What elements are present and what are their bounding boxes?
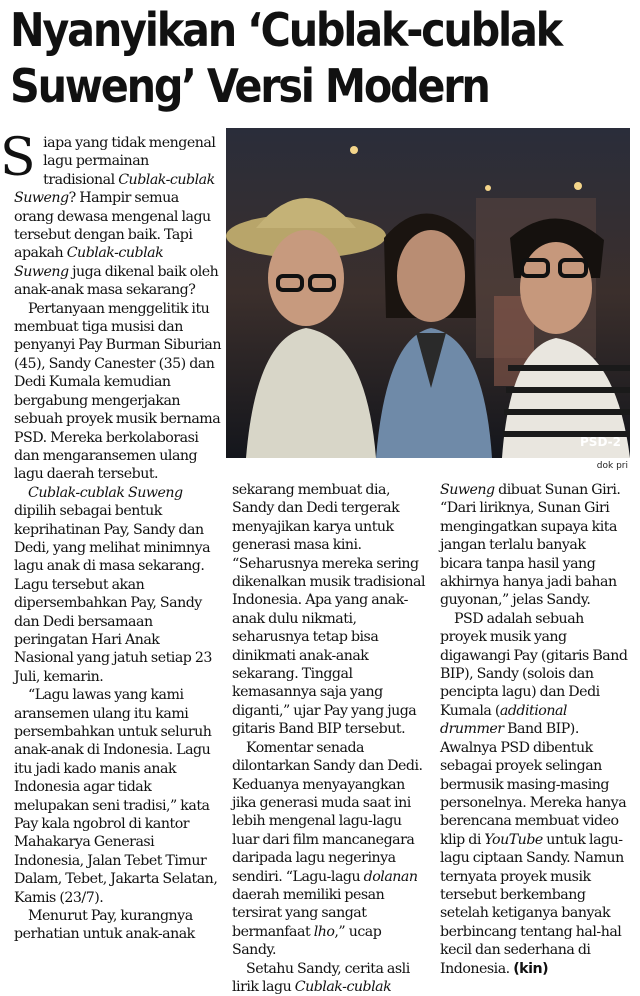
band-photo <box>226 128 630 458</box>
paragraph-9: Suweng dibuat Sunan Giri. “Dari liriknya, Sunan Giri mengingatkan supaya kita jangan terlalu banyak bicara tanpa hasil yang akhirnya hanya jadi bahan guyonan,” jelas Sandy. <box>440 482 621 609</box>
article-column-2 <box>232 481 428 996</box>
article-column-3 <box>440 481 630 978</box>
paragraph-1: Siapa yang tidak mengenal lagu permainan tradisional Cublak-cublak Suweng? Hampir semua orang dewasa mengenal lagu tersebut dengan baik. Tapi apakah Cublak-cublak Suweng juga dikenal baik oleh anak-anak masa sekarang? <box>0 128 219 299</box>
band-photo-illustration <box>226 128 630 458</box>
paragraph-7: Komentar senada dilontarkan Sandy dan Dedi. Keduanya menyayangkan jika generasi muda saat ini lebih mengenal lagu-lagu luar dari film mancanegara daripada lagu negerinya sendiri. “Lagu-lagu dolanan daerah memiliki pesan tersirat yang sangat bermanfaat lho,” ucap Sandy. <box>232 739 423 959</box>
paragraph-3: Cublak-cublak Suweng dipilih sebagai bentuk keprihatinan Pay, Sandy dan Dedi, yang melihat minimnya lagu anak di masa sekarang. Lagu tersebut akan dipersembahkan Pay, Sandy dan Dedi bersamaan peringatan Hari Anak Nasional yang jatuh setiap 23 Juli, kemarin. <box>14 484 212 685</box>
article-column-1 <box>0 128 221 944</box>
photo-watermark: PSD-2 <box>580 435 621 449</box>
headline: Nyanyikan ‘Cublak-cublak Suweng’ Versi Modern <box>10 3 561 113</box>
paragraph-4: “Lagu lawas yang kami aransemen ulang itu kami persembahkan untuk seluruh anak-anak di Indonesia. Lagu itu jadi kado manis anak Indonesia agar tidak melupakan seni tradisi,” kata Pay kala ngobrol di kantor Mahakarya Generasi Indonesia, Jalan Tebet Timur Dalam, Tebet, Jakarta Selatan, Kamis (23/7). <box>14 687 218 906</box>
paragraph-6: sekarang membuat dia, Sandy dan Dedi tergerak menyajikan karya untuk generasi masa kini. “Seharusnya mereka sering dikenalkan musik tradisional Indonesia. Apa yang anak-anak dulu nikmati, seharusnya tetap bisa dinikmati anak-anak sekarang. Tinggal kemasannya saja yang diganti,” ujar Pay yang juga gitaris Band BIP tersebut. <box>232 482 426 738</box>
paragraph-10: PSD adalah sebuah proyek musik yang digawangi Pay (gitaris Band BIP), Sandy (solois dan pencipta lagu) dan Dedi Kumala (additional drummer Band BIP). Awalnya PSD dibentuk sebagai proyek selingan bermusik masing-masing personelnya. Mereka hanya berencana membuat video klip di YouTube untuk lagu-lagu ciptaan Sandy. Namun ternyata proyek musik tersebut berkembang setelah ketiganya banyak berbincang tentang hal-hal kecil dan sederhana di Indonesia. (kin) <box>440 610 628 977</box>
paragraph-2: Pertanyaan menggelitik itu membuat tiga musisi dan penyanyi Pay Burman Siburian (45), Sandy Canester (35) dan Dedi Kumala kemudian bergabung mengerjakan sebuah proyek musik bernama PSD. Mereka berkolaborasi dan mengaransemen ulang lagu daerah tersebut. <box>14 300 221 483</box>
photo-credit: dok pri <box>596 461 628 471</box>
paragraph-8: Setahu Sandy, cerita asli lirik lagu Cublak-cublak <box>232 960 410 995</box>
author-signoff: (kin) <box>513 960 549 977</box>
paragraph-5: Menurut Pay, kurangnya perhatian untuk anak-anak <box>14 908 195 943</box>
drop-cap: S <box>0 128 36 188</box>
